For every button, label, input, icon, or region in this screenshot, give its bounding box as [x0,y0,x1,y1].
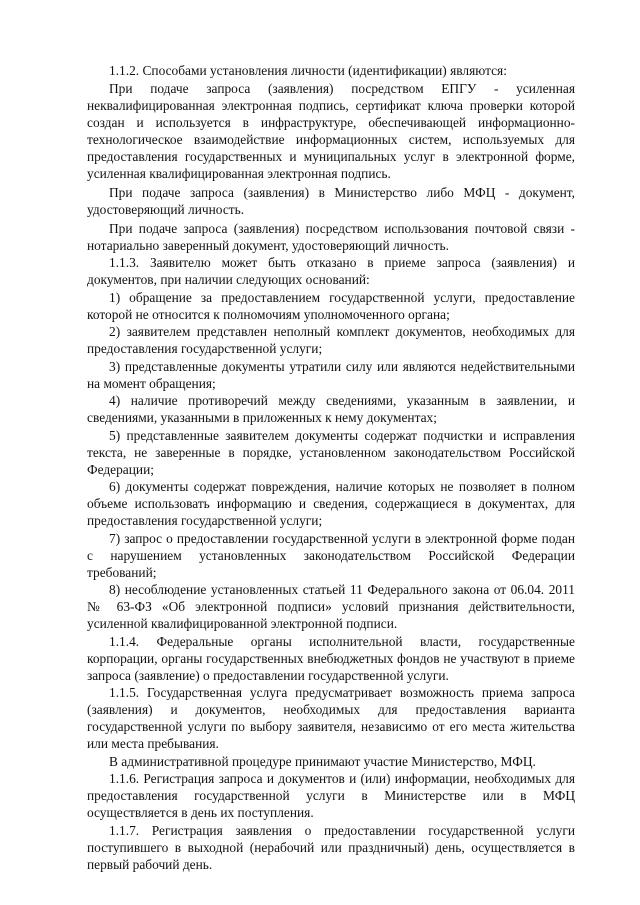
paragraph-1-1-2: 1.1.2. Способами установления личности (идентификации) являются: [109,63,507,78]
refusal-ground-6: 6) документы содержат повреждения, наличие которых не позволяет в полном объеме использовать информацию и сведения, содержащиеся в документах, для предоставления государственной услуги; [87,479,575,528]
refusal-ground-2: 2) заявителем представлен неполный комплект документов, необходимых для предоставления государственной услуги; [87,324,575,356]
paragraph-1-1-7: 1.1.7. Регистрация заявления о предоставлении государственной услуги поступившего в выходной (нерабочий или праздничный) день, осуществляется в первый рабочий день. [87,822,575,872]
refusal-ground-5: 5) представленные заявителем документы содержат подчистки и исправления текста, не заверенные в порядке, установленном законодательством Российской Федерации; [87,427,575,477]
refusal-ground-3: 3) представленные документы утратили силу или являются недействительными на момент обращения; [87,358,575,391]
paragraph-1-1-6: 1.1.6. Регистрация запроса и документов и (или) информации, необходимых для предоставления государственной услуги в Министерстве или в МФЦ осуществляется в день их поступления. [87,771,575,820]
paragraph-procedure-participants: В административной процедуре принимают участие Министерство, МФЦ. [109,753,536,769]
paragraph-1-1-5: 1.1.5. Государственная услуга предусматривает возможность приема запроса (заявления) и документов, необходимых для предоставления варианта государственной услуги по выбору заявителя, независимо от его места жительства или места пребывания. [87,685,575,751]
paragraph-epgu-identification: При подаче запроса (заявления) посредством ЕПГУ - усиленная неквалифицированная электронная подпись, сертификат ключа проверки которой создан и используется в инфраструктуре, обеспечивающей информационно-технологическое взаимодействие информационных систем, используемых для предоставления государственных и муниципальных услуг в электронной форме, усиленная квалифицированная электронная подпись. [87,80,575,181]
refusal-ground-7: 7) запрос о предоставлении государственной услуги в электронной форме подан с нарушением установленных законодательством Российской Федерации требований; [87,530,575,580]
paragraph-1-1-4: 1.1.4. Федеральные органы исполнительной власти, государственные корпорации, органы государственных внебюджетных фондов не участвуют в приеме запроса (заявление) о предоставлении государственной услуги. [87,633,575,683]
paragraph-post-identification: При подаче запроса (заявления) посредством использования почтовой связи - нотариально заверенный документ, удостоверяющий личность. [87,220,575,253]
refusal-ground-4: 4) наличие противоречий между сведениями, указанным в заявлении, и сведениями, указанными в приложенных к нему документах; [87,393,575,425]
paragraph-ministry-identification: При подаче запроса (заявления) в Министерство либо МФЦ - документ, удостоверяющий личность. [87,184,575,217]
refusal-ground-1: 1) обращение за предоставлением государственной услуги, предоставление которой не относится к полномочиям уполномоченного органа; [87,289,575,322]
refusal-ground-8: 8) несоблюдение установленных статьей 11 Федерального закона от 06.04. 2011 № 63-ФЗ «Об электронной подписи» условий признания действительности, усиленной квалифицированной электронной подписи. [87,582,575,631]
document-body [87,62,575,873]
paragraph-1-1-3: 1.1.3. Заявителю может быть отказано в приеме запроса (заявления) и документов, при наличии следующих оснований: [87,255,575,287]
